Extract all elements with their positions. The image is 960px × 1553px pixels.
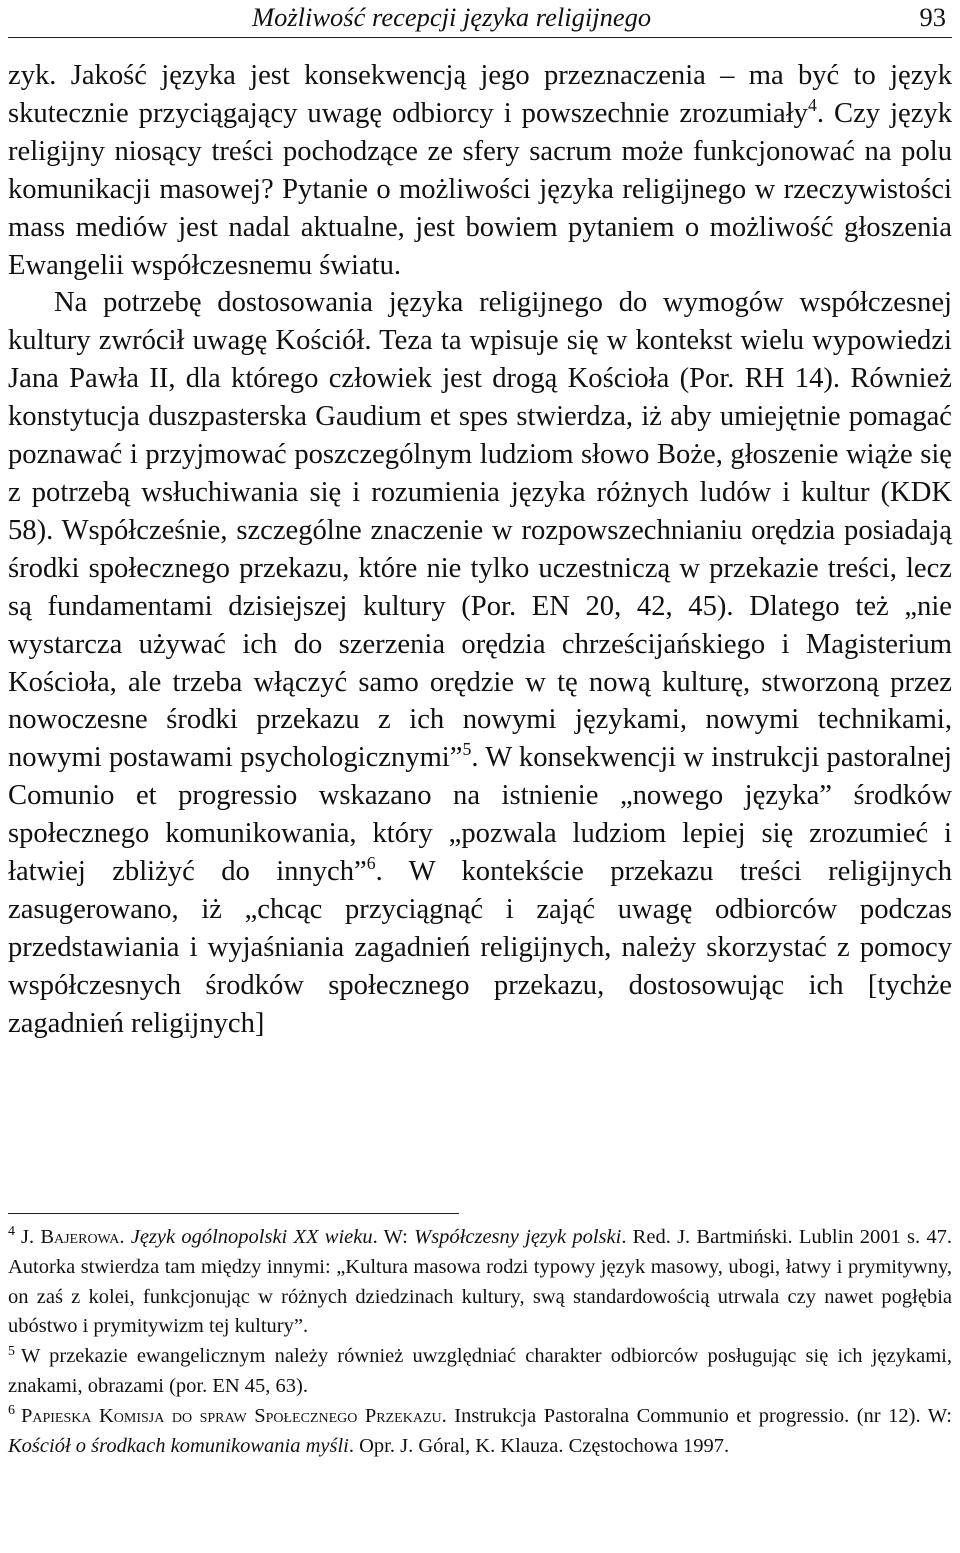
footnote-5-number: 5 <box>8 1343 15 1359</box>
paragraph-2 <box>8 284 952 1042</box>
footnote-5-text: W przekazie ewangelicznym należy również uwzględniać charakter odbiorców posługując się ich językami, znakami, obrazami (por. EN 45, 63). <box>8 1345 952 1397</box>
book-page <box>8 0 952 1553</box>
footnote-4 <box>8 1223 952 1342</box>
page-number: 93 <box>919 2 946 32</box>
footnote-6-number: 6 <box>8 1403 15 1419</box>
paragraph-1-text-b: . Czy język religijny niosący treści pochodzące ze sfery sacrum może funkcjonować na polu komunikacji masowej? Pytanie o możliwości języka religijnego w rzeczywistości mass mediów jest nadal aktualne, jest bowiem pytaniem o możliwość głoszenia Ewangelii współczesnemu światu. <box>8 97 952 281</box>
paragraph-2-text-c: . W kontekście przekazu treści religijnych zasugerowano, iż „chcąc przyciągnąć i zająć uwagę odbiorców podczas przedstawiania i wyjaśniania zagadnień religijnych, należy skorzystać z pomocy współczesnych środków społecznego przekazu, dostosowując ich [tychże zagadnień religijnych] <box>8 856 952 1039</box>
paragraph-2-text-a: Na potrzebę dostosowania języka religijnego do wymogów współczesnej kultury zwrócił uwagę Kościół. Teza ta wpisuje się w kontekst wielu wypowiedzi Jana Pawła II, dla którego człowiek jest drogą Kościoła (Por. RH 14). Również konstytucja duszpasterska Gaudium et spes stwierdza, iż aby umiejętnie pomagać poznawać i przyjmować poszczególnym ludziom słowo Boże, głoszenie wiąże się z potrzebą wsłuchiwania się i rozumienia języka różnych ludów i kultur (KDK 58). Współcześnie, szczególne znaczenie w rozpowszechnianiu orędzia posiadają środki społecznego przekazu, które nie tylko uczestniczą w przekazie treści, lecz są fundamentami dzisiejszej kultury (Por. EN 20, 42, 45). Dlatego też „nie wystarcza używać ich do szerzenia orędzia chrześcijańskiego i Magisterium Kościoła, ale trzeba włączyć samo orędzie w tę nową kulturę, stworzoną przez nowoczesne środki przekazu z ich nowymi językami, nowymi technikami, nowymi postawami psychologicznymi” <box>8 287 952 774</box>
footnote-6 <box>8 1402 952 1462</box>
page-header <box>8 0 952 38</box>
footnote-4-part-a: J. <box>20 1226 41 1248</box>
footnote-separator <box>8 1213 459 1214</box>
footnote-4-part-d: . Red. J. Bartmiński. Lublin 2001 s. 47. Autorka stwierdza tam między innymi: „Kultura masowa rodzi typowy język masowy, ubogi, łatwy i prymitywny, on zaś z kolei, funkcjonując w różnych dziedzinach kultury, swą standardowością utrwala czy nawet pogłębia ubóstwo i prymitywizm tej kultury”. <box>8 1226 953 1338</box>
footnote-ref-4[interactable]: 4 <box>807 94 817 115</box>
footnote-4-author: Bajerowa <box>40 1226 120 1248</box>
footnote-6-part-a: . Instrukcja Pastoralna Communio et progressio. (nr 12). W: <box>441 1404 953 1427</box>
footnote-5 <box>8 1342 952 1402</box>
footnote-4-number: 4 <box>8 1224 15 1240</box>
footnote-ref-6[interactable]: 6 <box>366 853 376 874</box>
footnote-4-title-1: Język ogólnopolski XX wieku <box>130 1226 373 1248</box>
footnote-4-part-c: . W: <box>372 1226 415 1248</box>
header-rule <box>8 37 952 38</box>
footnote-6-part-b: . Opr. J. Góral, K. Klauza. Częstochowa 1997. <box>348 1434 730 1457</box>
footnote-ref-5[interactable]: 5 <box>462 739 472 760</box>
footnote-6-title: Kościół o środkach komunikowania myśli <box>8 1434 349 1457</box>
body-text <box>8 57 952 1043</box>
paragraph-2-text-b: . W konsekwencji w instrukcji pastoralnej Comunio et progressio wskazano na istnienie „nowego języka” środków społecznego komunikowania, który „pozwala ludziom lepiej się zrozumieć i łatwiej zbliżyć do innych” <box>8 742 952 888</box>
paragraph-1 <box>8 57 952 284</box>
paragraph-1-text-a: zyk. Jakość języka jest konsekwencją jego przeznaczenia – ma być to język skutecznie przyciągający uwagę odbiorcy i powszechnie zrozumiały <box>8 60 952 129</box>
footnote-4-title-2: Współczesny język polski <box>414 1226 622 1248</box>
footnote-6-author: Papieska Komisja do spraw Społecznego Przekazu <box>20 1404 442 1427</box>
running-title: Możliwość recepcji języka religijnego <box>252 2 652 32</box>
footnote-4-part-b: . <box>119 1226 131 1248</box>
footnotes <box>8 1223 952 1461</box>
